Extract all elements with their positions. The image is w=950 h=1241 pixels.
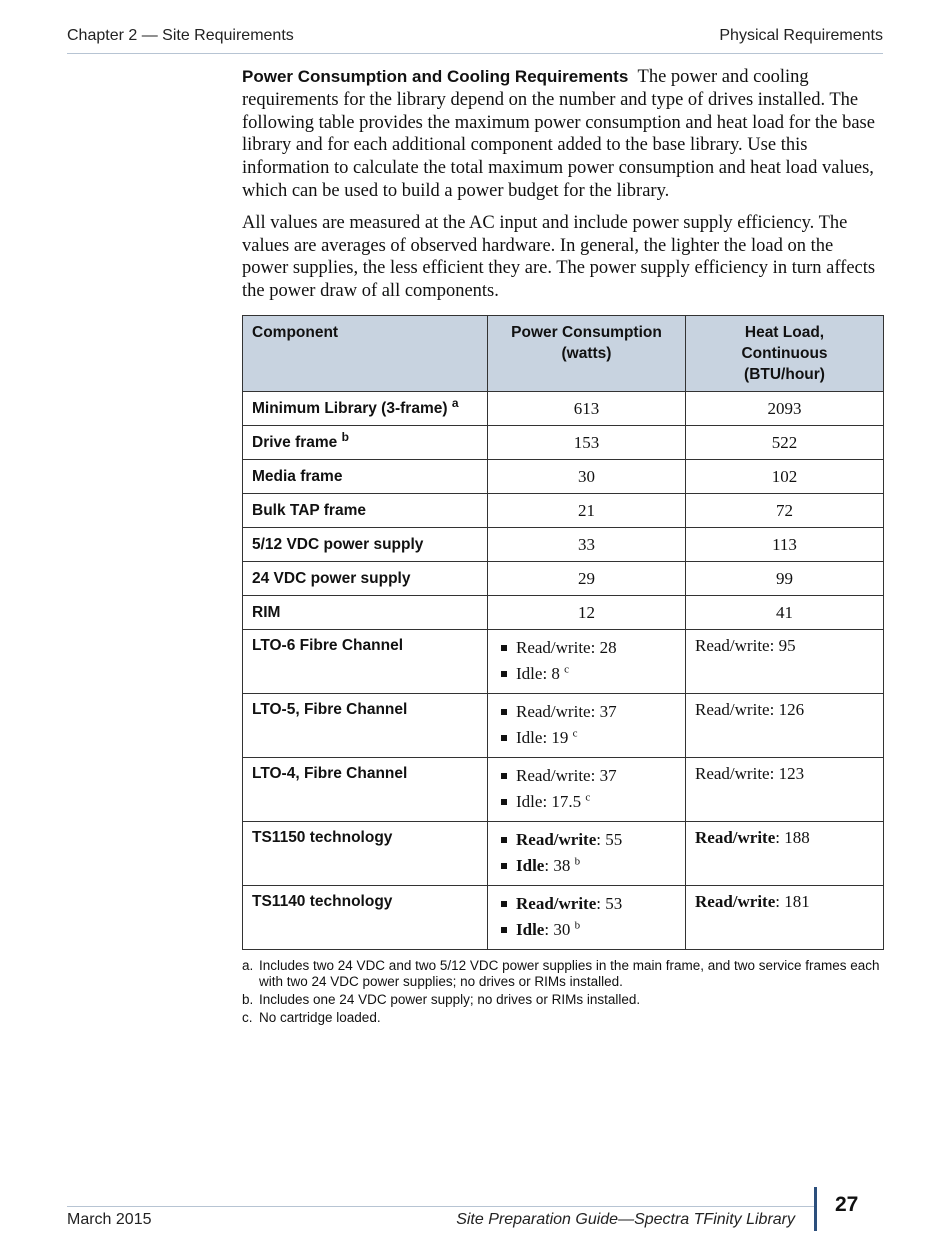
footnote-ref: b	[341, 429, 349, 444]
heat-label: Read/write	[695, 827, 776, 847]
heat-cell: Read/write: 95	[686, 629, 884, 693]
header-heat-line: Heat Load,	[744, 323, 825, 341]
header-power-unit: (watts)	[561, 344, 612, 362]
table-row	[243, 493, 884, 527]
rw-label: Read/write	[516, 893, 597, 913]
idle-value: 30	[553, 919, 571, 939]
footnote-ref: c	[564, 663, 570, 676]
bullet-item: Idle: 17.5 $^c$	[497, 789, 676, 815]
heat-value: 123	[778, 763, 805, 783]
footnote	[242, 1010, 883, 1026]
power-cell	[488, 885, 686, 949]
heat-label: Read/write	[695, 763, 770, 783]
bullet-icon	[501, 735, 507, 741]
footer-date: March 2015	[67, 1211, 152, 1228]
rw-value: 37	[599, 765, 617, 785]
rw-label: Read/write	[516, 765, 591, 785]
bullet-item: Idle: 8 $^c$	[497, 661, 676, 687]
table-row	[243, 629, 884, 693]
footnote-ref: c	[585, 791, 591, 804]
rw-label: Read/write	[516, 637, 591, 657]
intro-text: The power and cooling requirements for the library depend on the number and type of drives installed. The following table provides the maximum power consumption and heat load for the base library and for each additional component added to the base library. Use this information to calculate the total maximum power consumption and heat load values, which can be used to build a power budget for the library.	[242, 67, 875, 201]
bullet-icon	[501, 863, 507, 869]
heat-cell: Read/write: 181	[686, 885, 884, 949]
footnote-ref: c	[572, 727, 578, 740]
page-number: 27	[835, 1193, 859, 1216]
bullet-item: Idle: 30 $^b$	[497, 917, 676, 943]
component-cell: Bulk TAP frame	[243, 493, 488, 527]
power-cell	[488, 821, 686, 885]
idle-label: Idle	[516, 663, 543, 683]
rw-label: Read/write	[516, 701, 591, 721]
header-heat-unit: (BTU/hour)	[744, 365, 825, 383]
bullet-item: Read/write: 53	[497, 891, 676, 917]
power-cell: 153	[488, 425, 686, 459]
idle-label: Idle	[516, 855, 545, 875]
table-header-row	[243, 315, 884, 391]
bullet-item: Read/write: 37	[497, 699, 676, 725]
table-row	[243, 757, 884, 821]
heat-cell: 41	[686, 595, 884, 629]
rw-value: 55	[605, 829, 623, 849]
component-cell	[243, 391, 488, 425]
header-heat-line: Continuous	[741, 344, 828, 362]
bullet-icon	[501, 773, 507, 779]
idle-label: Idle	[516, 919, 545, 939]
heat-cell: 113	[686, 527, 884, 561]
component-cell: 5/12 VDC power supply	[243, 527, 488, 561]
table-row	[243, 391, 884, 425]
bullet-item: Idle: 38 $^b$	[497, 853, 676, 879]
component-cell: LTO-6 Fibre Channel	[243, 629, 488, 693]
component-name: Minimum Library (3-frame)	[252, 399, 448, 417]
idle-label: Idle	[516, 727, 543, 747]
heat-value: 181	[784, 891, 810, 911]
bullet-icon	[501, 799, 507, 805]
power-cell: 21	[488, 493, 686, 527]
bullet-item: Read/write: 28	[497, 635, 676, 661]
footer-document-title: Site Preparation Guide—Spectra TFinity Library	[456, 1211, 795, 1228]
heat-cell: 99	[686, 561, 884, 595]
bullet-item: Read/write: 55	[497, 827, 676, 853]
heat-value: 188	[784, 827, 810, 847]
table-row	[243, 693, 884, 757]
bullet-icon	[501, 901, 507, 907]
table-row	[243, 821, 884, 885]
rw-value: 37	[599, 701, 617, 721]
footer-divider	[67, 1206, 815, 1207]
footnote-mark: c.	[242, 1009, 253, 1025]
power-cell	[488, 757, 686, 821]
footnote-mark: a.	[242, 957, 254, 973]
heat-cell: 72	[686, 493, 884, 527]
footnote-text: No cartridge loaded.	[259, 1009, 381, 1025]
table-row	[243, 459, 884, 493]
power-cell: 29	[488, 561, 686, 595]
component-cell: TS1140 technology	[243, 885, 488, 949]
heat-value: 95	[778, 635, 796, 655]
bullet-icon	[501, 671, 507, 677]
power-cell	[488, 693, 686, 757]
table-row	[243, 425, 884, 459]
heat-cell: Read/write: 123	[686, 757, 884, 821]
bullet-icon	[501, 837, 507, 843]
heat-label: Read/write	[695, 635, 770, 655]
component-cell: RIM	[243, 595, 488, 629]
heat-cell: Read/write: 188	[686, 821, 884, 885]
idle-value: 8	[551, 663, 560, 683]
power-cell: 613	[488, 391, 686, 425]
component-cell: Media frame	[243, 459, 488, 493]
header-heat	[686, 315, 884, 391]
footnote-text: Includes two 24 VDC and two 5/12 VDC power supplies in the main frame, and two service frames each with two 24 VDC power supplies; no drives or RIMs installed.	[259, 957, 880, 989]
component-cell: TS1150 technology	[243, 821, 488, 885]
bullet-icon	[501, 709, 507, 715]
heat-value: 126	[778, 699, 805, 719]
footnote-text: Includes one 24 VDC power supply; no drives or RIMs installed.	[259, 991, 641, 1007]
footnote-ref: b	[574, 855, 581, 868]
heat-label: Read/write	[695, 699, 770, 719]
power-cell: 12	[488, 595, 686, 629]
table-row	[243, 885, 884, 949]
footnote	[242, 992, 883, 1008]
rw-value: 28	[599, 637, 617, 657]
main-content	[242, 66, 883, 1028]
idle-value: 17.5	[551, 791, 582, 811]
power-cell: 33	[488, 527, 686, 561]
component-cell	[243, 425, 488, 459]
bullet-item: Idle: 19 $^c$	[497, 725, 676, 751]
table-row	[243, 527, 884, 561]
footnote-ref: a	[451, 395, 459, 410]
run-in-heading: Power Consumption and Cooling Requirements	[242, 67, 629, 86]
heat-cell: 2093	[686, 391, 884, 425]
power-cell: 30	[488, 459, 686, 493]
section-title: Physical Requirements	[719, 27, 883, 44]
bullet-icon	[501, 927, 507, 933]
footnote	[242, 958, 883, 990]
chapter-title: Chapter 2 — Site Requirements	[67, 27, 294, 44]
component-cell: 24 VDC power supply	[243, 561, 488, 595]
heat-cell: 522	[686, 425, 884, 459]
table-footnotes	[242, 958, 883, 1026]
idle-label: Idle	[516, 791, 543, 811]
component-cell: LTO-4, Fibre Channel	[243, 757, 488, 821]
idle-value: 19	[551, 727, 569, 747]
table-row	[243, 595, 884, 629]
table-row	[243, 561, 884, 595]
footnote-mark: b.	[242, 991, 254, 1007]
bullet-item: Read/write: 37	[497, 763, 676, 789]
idle-value: 38	[553, 855, 571, 875]
component-cell: LTO-5, Fibre Channel	[243, 693, 488, 757]
heat-cell: 102	[686, 459, 884, 493]
heat-cell: Read/write: 126	[686, 693, 884, 757]
bullet-icon	[501, 645, 507, 651]
header-component: Component	[243, 315, 488, 391]
page-header	[67, 26, 883, 54]
footer-accent-bar	[814, 1187, 817, 1231]
measurement-paragraph: All values are measured at the AC input and include power supply efficiency. The values are averages of observed hardware. In general, the lighter the load on the power supplies, the less efficient they are. The power supply efficiency in turn affects the power draw of all components.	[242, 212, 876, 302]
power-cell	[488, 629, 686, 693]
power-table	[242, 315, 884, 950]
footnote-ref: b	[574, 919, 581, 932]
rw-value: 53	[605, 893, 623, 913]
header-power	[488, 315, 686, 391]
heat-label: Read/write	[695, 891, 776, 911]
rw-label: Read/write	[516, 829, 597, 849]
intro-paragraph	[242, 66, 883, 203]
component-name: Drive frame	[252, 433, 338, 451]
header-power-line: Power Consumption	[511, 323, 662, 341]
